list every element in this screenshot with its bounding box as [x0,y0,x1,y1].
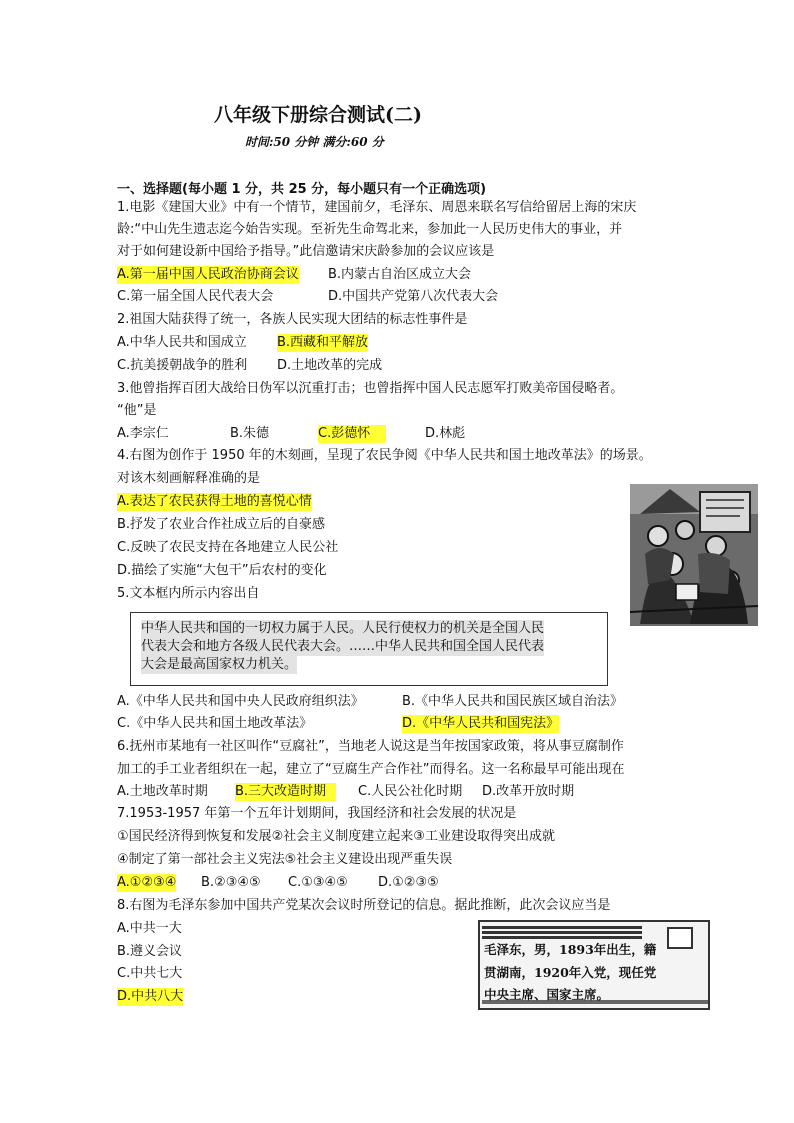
q4-option-b: B.抒发了农业合作社成立后的自豪感 [117,517,326,532]
card-line-3: 中央主席、国家主席。 [484,987,610,1002]
q8-option-b: B.遵义会议 [117,944,183,959]
q6-stem-line1: 6.抚州市某地有一社区叫作“豆腐社”，当地老人说这是当年按国家政策，将从事豆腐制作 [117,739,624,754]
q7-option-d: D.①②③⑤ [378,875,439,890]
q7-option-c: C.①③④⑤ [288,875,348,890]
q8-option-a: A.中共一大 [117,921,182,936]
q4-option-d: D.描绘了实施“大包干”后农村的变化 [117,563,327,578]
q2-option-a: A.中华人民共和国成立 [117,335,247,350]
q4-stem-line1: 4.右图为创作于 1950 年的木刻画，呈现了农民争阅《中华人民共和国土地改革法》的场景。 [117,448,652,463]
quote-box [130,612,608,686]
q8-option-c: C.中共七大 [117,966,183,981]
q4-option-c: C.反映了农民支持在各地建立人民公社 [117,540,339,555]
q3-option-b: B.朱德 [230,426,270,441]
q1-option-a: A.第一届中国人民政治协商会议 [117,267,299,282]
q5-option-c: C.《中华人民共和国土地改革法》 [117,716,313,731]
q7-stem: 7.1953-1957 年第一个五年计划期间，我国经济和社会发展的状况是 [117,806,517,821]
q6-stem-line2: 加工的手工业者组织在一起，建立了“豆腐生产合作社”而得名。这一名称最早可能出现在 [117,762,625,777]
q5-option-a: A.《中华人民共和国中央人民政府组织法》 [117,694,364,709]
q8-option-d: D.中共八大 [117,989,184,1004]
q2-option-d: D.土地改革的完成 [277,358,383,373]
q4-stem-line2: 对该木刻画解释准确的是 [117,471,261,486]
q2-option-b: B.西藏和平解放 [277,335,369,350]
q1-stem-line1: 1.电影《建国大业》中有一个情节，建国前夕，毛泽东、周恩来联名写信给留居上海的宋庆 [117,200,637,215]
exam-info: 时间:50 分钟 满分:60 分 [245,135,384,149]
section-heading: 一、选择题(每小题 1 分，共 25 分，每小题只有一个正确选项) [117,182,487,197]
q3-stem-line1: 3.他曾指挥百团大战给日伪军以沉重打击；也曾指挥中国人民志愿军打败美帝国侵略者。 [117,381,624,396]
q3-option-a: A.李宗仁 [117,426,169,441]
q8-stem: 8.右图为毛泽东参加中国共产党某次会议时所登记的信息。据此推断，此次会议应当是 [117,898,611,913]
page-title: 八年级下册综合测试(二) [214,104,422,126]
q7-option-a: A.①②③④ [117,875,177,890]
q5-option-d: D.《中华人民共和国宪法》 [402,716,560,731]
q6-option-d: D.改革开放时期 [482,784,575,799]
q1-stem-line2: 龄:“中山先生遗志迄今始告实现。至祈先生命驾北来，参加此一人民历史伟大的事业，并 [117,222,623,237]
q1-stem-line3: 对于如何建设新中国给予指导。”此信邀请宋庆龄参加的会议应该是 [117,244,495,259]
q6-option-a: A.土地改革时期 [117,784,208,799]
woodcut-image [630,484,758,626]
q2-stem: 2.祖国大陆获得了统一，各族人民实现大团结的标志性事件是 [117,312,468,327]
card-line-2: 贯湖南，1920年入党，现任党 [484,965,657,980]
q6-option-c: C.人民公社化时期 [358,784,463,799]
card-line-1: 毛泽东，男，1893年出生，籍 [484,942,657,957]
q5-option-b: B.《中华人民共和国民族区域自治法》 [402,694,624,709]
q7-option-b: B.②③④⑤ [201,875,261,890]
quote-line-1: 中华人民共和国的一切权力属于人民。人民行使权力的机关是全国人民 [141,621,545,636]
q5-stem: 5.文本框内所示内容出自 [117,586,260,601]
q7-items-line2: ④制定了第一部社会主义宪法⑤社会主义建设出现严重失误 [117,852,453,867]
q6-option-b: B.三大改造时期 [235,783,336,801]
q3-stem-line2: “他”是 [117,403,157,418]
q3-option-c: C.彭德怀 [318,425,386,443]
q1-option-d: D.中国共产党第八次代表大会 [328,289,499,304]
q4-option-a: A.表达了农民获得土地的喜悦心情 [117,494,312,509]
q3-option-d: D.林彪 [425,426,466,441]
q1-option-c: C.第一届全国人民代表大会 [117,289,274,304]
q1-option-b: B.内蒙古自治区成立大会 [328,267,472,282]
q2-option-c: C.抗美援朝战争的胜利 [117,358,248,373]
quote-line-2: 代表大会和地方各级人民代表大会。……中华人民共和国全国人民代表 [141,639,545,654]
quote-line-3: 大会是最高国家权力机关。 [141,657,298,672]
q7-items-line1: ①国民经济得到恢复和发展②社会主义制度建立起来③工业建设取得突出成就 [117,829,555,844]
